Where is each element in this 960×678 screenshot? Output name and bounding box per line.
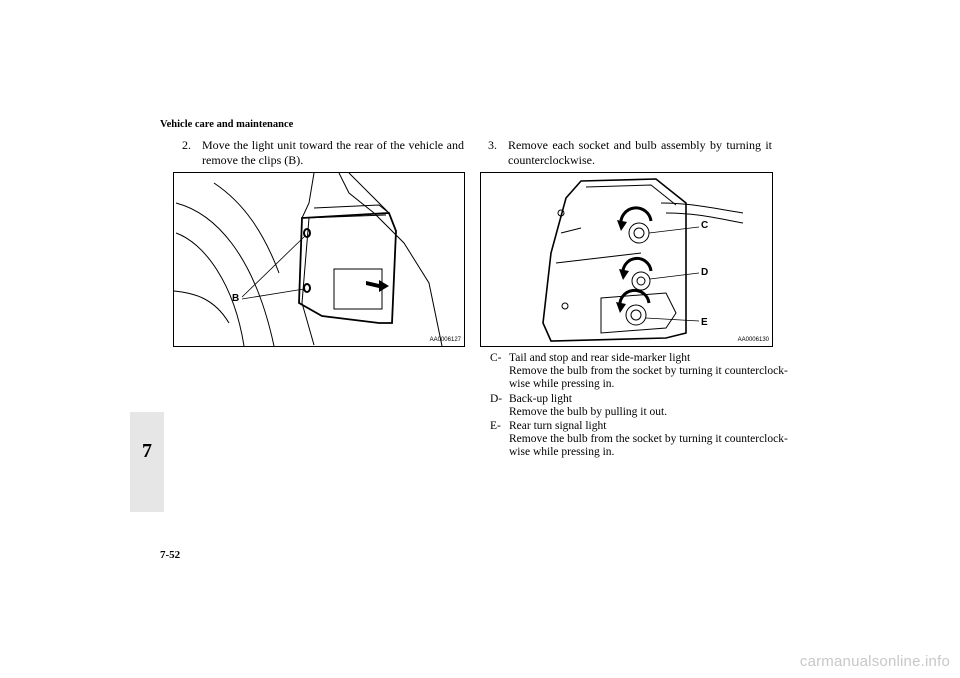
light-unit-illustration	[174, 173, 464, 346]
legend-title: Rear turn signal light	[509, 420, 607, 432]
callout-label-c: C	[701, 220, 709, 231]
figure-code: AA0006130	[737, 337, 769, 343]
section-title: Vehicle care and maintenance	[160, 119, 294, 130]
legend-desc: wise while pressing in.	[509, 446, 615, 458]
step-text-line: remove the clips (B).	[202, 153, 304, 167]
legend-desc: Remove the bulb from the socket by turning it counterclock-	[509, 433, 788, 445]
legend-title: Tail and stop and rear side-marker light	[509, 352, 691, 364]
legend-title: Back-up light	[509, 393, 572, 405]
step-3	[488, 138, 772, 170]
step-number: 2.	[182, 138, 191, 152]
clip-marker	[304, 284, 310, 292]
watermark: carmanualsonline.info	[799, 653, 950, 670]
legend-key: E-	[490, 420, 501, 432]
figure-bulb-sockets	[480, 172, 773, 347]
legend-desc: Remove the bulb by pulling it out.	[509, 406, 668, 418]
step-text	[508, 138, 772, 168]
callout-label-d: D	[701, 267, 709, 278]
legend-key: C-	[490, 352, 502, 364]
arrow-icon	[366, 280, 389, 292]
clip-marker	[304, 229, 310, 237]
callout-label-b: B	[232, 293, 240, 304]
step-number: 3.	[488, 138, 497, 152]
figure-code: AA0006127	[429, 337, 461, 343]
step-text-line: counterclockwise.	[508, 153, 595, 167]
step-text	[202, 138, 464, 168]
figure-light-unit	[173, 172, 465, 347]
callout-label-e: E	[701, 317, 708, 328]
bulb-socket-illustration	[481, 173, 772, 346]
page-number: 7-52	[160, 549, 181, 561]
legend-key: D-	[490, 393, 503, 405]
step-text-line: Remove each socket and bulb assembly by turning it	[508, 138, 772, 152]
legend-desc: wise while pressing in.	[509, 378, 615, 390]
chapter-number: 7	[142, 440, 152, 462]
legend-desc: Remove the bulb from the socket by turning it counterclock-	[509, 365, 788, 377]
step-text-line: Move the light unit toward the rear of the vehicle and	[202, 138, 464, 152]
step-2	[182, 138, 464, 170]
bulb-legend	[490, 352, 788, 462]
